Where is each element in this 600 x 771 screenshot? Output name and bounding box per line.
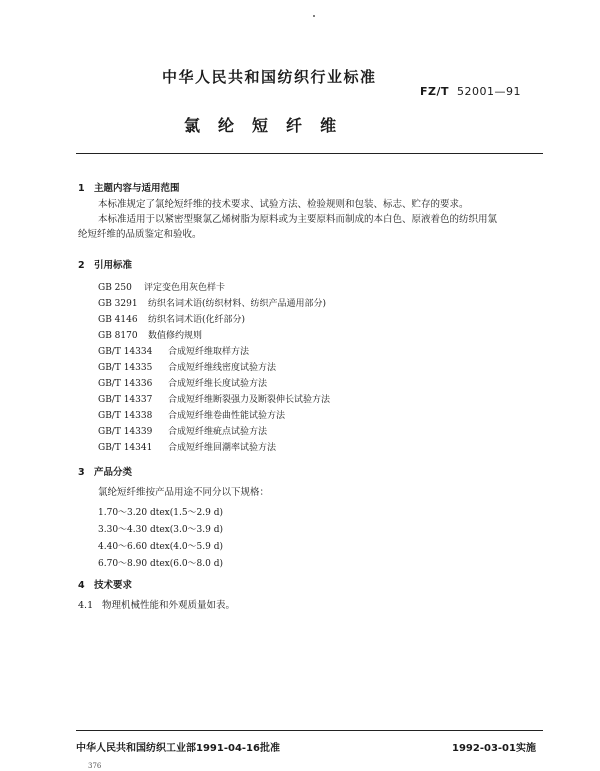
section-title: 引用标准: [94, 260, 133, 271]
reference-code: GB/T 14341: [98, 443, 153, 453]
reference-code: GB 250: [98, 283, 132, 293]
section-number: 4: [78, 580, 85, 591]
section-number: 1: [78, 183, 85, 194]
subsection-text: 物理机械性能和外观质量如表。: [102, 600, 236, 611]
reference-item: [98, 360, 276, 373]
paragraph: 本标准适用于以紧密型聚氯乙烯树脂为原料或为主要原料而制成的本白色、原液着色的纺织用氯: [98, 214, 498, 225]
classification-intro: 氯纶短纤维按产品用途不同分以下规格：: [98, 487, 270, 498]
reference-code: GB/T 14334: [98, 347, 153, 357]
reference-title: 评定变色用灰色样卡: [144, 283, 226, 293]
section-number: 3: [78, 467, 85, 478]
section-title: 技术要求: [94, 580, 133, 591]
reference-title: 数值修约规则: [148, 331, 203, 341]
section-heading-4: [78, 577, 132, 591]
standard-number: 52001—91: [457, 85, 522, 98]
reference-code: GB/T 14339: [98, 427, 153, 437]
footer-rule: [76, 730, 543, 731]
reference-title: 合成短纤维疵点试验方法: [168, 427, 268, 437]
reference-item: [98, 344, 249, 357]
reference-title: 合成短纤维线密度试验方法: [168, 363, 277, 373]
classification-item: 4.40～6.60 dtex(4.0～5.9 d): [98, 542, 223, 552]
approval-line: 中华人民共和国纺织工业部1991-04-16批准: [76, 743, 280, 754]
title-char: 纶: [218, 116, 235, 135]
issuer-title: 中华人民共和国纺织行业标准: [162, 68, 377, 86]
classification-item: 1.70～3.20 dtex(1.5～2.9 d): [98, 508, 223, 518]
reference-title: 合成短纤维长度试验方法: [168, 379, 268, 389]
reference-code: GB 4146: [98, 315, 138, 325]
reference-title: 合成短纤维回潮率试验方法: [168, 443, 277, 453]
reference-item: [98, 392, 330, 405]
standard-code-prefix: FZ/T: [420, 85, 450, 98]
reference-code: GB/T 14337: [98, 395, 153, 405]
reference-title: 合成短纤维取样方法: [168, 347, 250, 357]
reference-item: [98, 408, 285, 421]
reference-item: [98, 312, 245, 325]
reference-item: [98, 296, 326, 309]
paragraph: 本标准规定了氯纶短纤维的技术要求、试验方法、检验规则和包装、标志、贮存的要求。: [98, 199, 469, 210]
reference-title: 合成短纤维断裂强力及断裂伸长试验方法: [168, 395, 331, 405]
reference-code: GB/T 14335: [98, 363, 153, 373]
section-heading-3: [78, 464, 132, 478]
reference-item: [98, 424, 267, 437]
section-title: 主题内容与适用范围: [94, 183, 180, 194]
subsection-4-1: [78, 598, 235, 613]
section-title: 产品分类: [94, 467, 133, 478]
reference-title: 合成短纤维卷曲性能试验方法: [168, 411, 286, 421]
paragraph: 纶短纤维的品质鉴定和验收。: [78, 229, 202, 240]
reference-code: GB/T 14336: [98, 379, 153, 389]
classification-item: 6.70～8.90 dtex(6.0～8.0 d): [98, 559, 223, 569]
title-char: 纤: [286, 116, 303, 135]
section-heading-2: [78, 257, 132, 271]
reference-item: [98, 440, 276, 453]
page-number: 376: [88, 762, 102, 770]
reference-code: GB/T 14338: [98, 411, 153, 421]
document-title: [184, 113, 354, 136]
subsection-number: 4.1: [78, 600, 94, 611]
reference-code: GB 8170: [98, 331, 138, 341]
title-char: 维: [320, 116, 337, 135]
title-char: 氯: [184, 116, 201, 135]
section-heading-1: [78, 180, 180, 194]
title-char: 短: [252, 116, 269, 135]
reference-item: [98, 376, 267, 389]
standard-code: [420, 85, 521, 98]
reference-item: [98, 328, 202, 341]
implementation-date: 1992-03-01实施: [452, 743, 536, 754]
scan-speck: [313, 15, 315, 17]
reference-code: GB 3291: [98, 299, 138, 309]
reference-title: 纺织名词术语(化纤部分): [148, 315, 246, 325]
header-rule: [76, 153, 543, 154]
classification-item: 3.30～4.30 dtex(3.0～3.9 d): [98, 525, 223, 535]
reference-item: [98, 280, 225, 293]
reference-title: 纺织名词术语(纺织材料、纺织产品通用部分): [148, 299, 327, 309]
section-number: 2: [78, 260, 85, 271]
